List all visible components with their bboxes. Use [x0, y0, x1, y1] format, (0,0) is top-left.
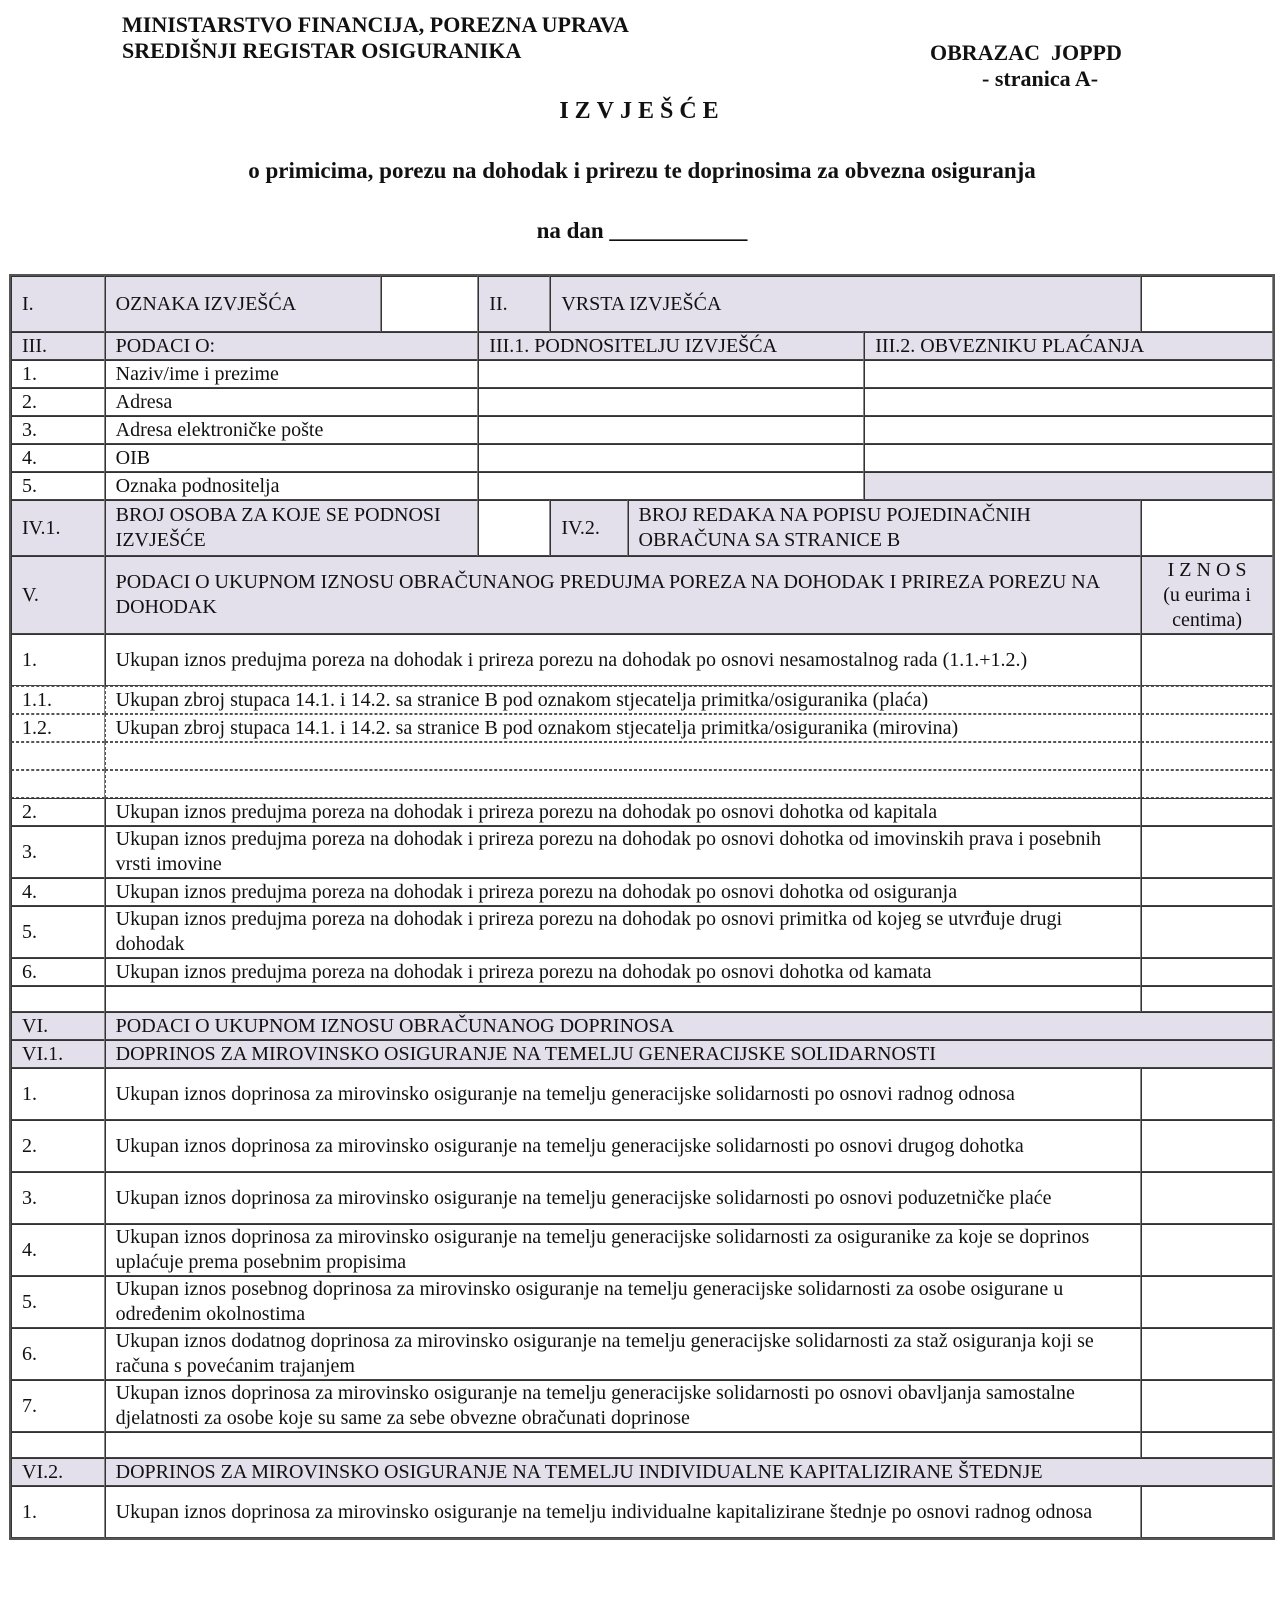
section-VI-number: VI.: [11, 1012, 105, 1040]
amount-input[interactable]: [1141, 878, 1273, 906]
row-label-address: Adresa: [105, 388, 479, 416]
row-label: Ukupan iznos doprinosa za mirovinsko osiguranje na temelju generacijske solidarnosti po osnovi obavljanja samostalne djelatnosti za osobe koje su same za sebe obvezne obračunati doprinose: [105, 1380, 1142, 1432]
page-label: - stranica A-: [982, 66, 1099, 91]
amount-input[interactable]: [1141, 1172, 1273, 1224]
payer-name-input[interactable]: [864, 360, 1273, 388]
amount-input[interactable]: [1141, 686, 1273, 714]
amount-input[interactable]: [1141, 798, 1273, 826]
row-number: 4.: [11, 444, 105, 472]
row-number: 4.: [11, 878, 105, 906]
amount-header-title: I Z N O S: [1167, 558, 1247, 581]
empty-amount-input[interactable]: [1141, 742, 1273, 770]
amount-input[interactable]: [1141, 906, 1273, 958]
spacer-cell: [11, 986, 105, 1012]
row-label: Ukupan iznos predujma poreza na dohodak i prireza porezu na dohodak po osnovi dohotka od kapitala: [105, 798, 1142, 826]
row-label: Ukupan iznos doprinosa za mirovinsko osiguranje na temelju generacijske solidarnosti po osnovi poduzetničke plaće: [105, 1172, 1142, 1224]
form-code: OBRAZAC JOPPD: [930, 40, 1122, 65]
ministry-line-1: MINISTARSTVO FINANCIJA, POREZNA UPRAVA: [122, 12, 629, 37]
section-IV1-number: IV.1.: [11, 500, 105, 556]
report-title: IZVJEŠĆE: [559, 98, 725, 124]
section-II-number: II.: [478, 276, 550, 332]
spacer-cell: [1141, 1432, 1273, 1458]
section-VI1-label: DOPRINOS ZA MIROVINSKO OSIGURANJE NA TEMELJU GENERACIJSKE SOLIDARNOSTI: [105, 1040, 1273, 1068]
joppd-form-table: [9, 274, 1275, 1540]
payer-address-input[interactable]: [864, 388, 1273, 416]
submitter-oib-input[interactable]: [478, 444, 864, 472]
row-label: Ukupan zbroj stupaca 14.1. i 14.2. sa stranice B pod oznakom stjecatelja primitka/osiguranika (mirovina): [105, 714, 1142, 742]
row-label: Ukupan iznos predujma poreza na dohodak i prireza porezu na dohodak po osnovi dohotka od osiguranja: [105, 878, 1142, 906]
submitter-address-input[interactable]: [478, 388, 864, 416]
row-label: Ukupan iznos predujma poreza na dohodak i prireza porezu na dohodak po osnovi dohotka od imovinskih prava i posebnih vrsti imovine: [105, 826, 1142, 878]
row-number: 7.: [11, 1380, 105, 1432]
spacer-cell: [1141, 986, 1273, 1012]
row-number: 2.: [11, 798, 105, 826]
spacer-cell: [105, 986, 1142, 1012]
report-date-field[interactable]: na dan ____________: [536, 218, 748, 243]
amount-input[interactable]: [1141, 1328, 1273, 1380]
section-III-number: III.: [11, 332, 105, 360]
amount-input[interactable]: [1141, 634, 1273, 686]
amount-input[interactable]: [1141, 714, 1273, 742]
row-label: Ukupan iznos doprinosa za mirovinsko osiguranje na temelju generacijske solidarnosti po osnovi drugog dohotka: [105, 1120, 1142, 1172]
row-label-name: Naziv/ime i prezime: [105, 360, 479, 388]
row-number: 1.2.: [11, 714, 105, 742]
empty-row-number: [11, 742, 105, 770]
row-label: Ukupan iznos predujma poreza na dohodak i prireza porezu na dohodak po osnovi dohotka od kamata: [105, 958, 1142, 986]
payer-column-header: III.2. OBVEZNIKU PLAĆANJA: [864, 332, 1273, 360]
report-subtitle: o primicima, porezu na dohodak i prirezu te doprinosima za obvezna osiguranja: [248, 158, 1036, 183]
amount-input[interactable]: [1141, 1120, 1273, 1172]
row-label: Ukupan iznos predujma poreza na dohodak i prireza porezu na dohodak po osnovi primitka od kojeg se utvrđuje drugi dohodak: [105, 906, 1142, 958]
report-type-input[interactable]: [1141, 276, 1273, 332]
amount-input[interactable]: [1141, 1068, 1273, 1120]
row-number: 4.: [11, 1224, 105, 1276]
row-number: 1.1.: [11, 686, 105, 714]
row-number: 3.: [11, 416, 105, 444]
submitter-name-input[interactable]: [478, 360, 864, 388]
section-V-label: PODACI O UKUPNOM IZNOSU OBRAČUNANOG PREDUJMA POREZA NA DOHODAK I PRIREZA POREZU NA DOHODAK: [105, 556, 1142, 634]
amount-column-header: [1141, 556, 1273, 634]
section-VI2-number: VI.2.: [11, 1458, 105, 1486]
section-V-number: V.: [11, 556, 105, 634]
row-number: 6.: [11, 1328, 105, 1380]
row-number: 5.: [11, 1276, 105, 1328]
section-I-label: OZNAKA IZVJEŠĆA: [105, 276, 381, 332]
row-label: Ukupan iznos doprinosa za mirovinsko osiguranje na temelju generacijske solidarnosti po osnovi radnog odnosa: [105, 1068, 1142, 1120]
row-label-email: Adresa elektroničke pošte: [105, 416, 479, 444]
issuer-header: [122, 12, 629, 64]
amount-input[interactable]: [1141, 1276, 1273, 1328]
row-label: Ukupan iznos predujma poreza na dohodak i prireza porezu na dohodak po osnovi nesamostalnog rada (1.1.+1.2.): [105, 634, 1142, 686]
empty-row-number: [11, 770, 105, 798]
payer-oib-input[interactable]: [864, 444, 1273, 472]
empty-row-label: [105, 742, 1142, 770]
section-III-label: PODACI O:: [105, 332, 479, 360]
amount-input[interactable]: [1141, 958, 1273, 986]
report-code-input[interactable]: [381, 276, 479, 332]
row-number: 1.: [11, 360, 105, 388]
row-number: 2.: [11, 388, 105, 416]
row-number: 1.: [11, 634, 105, 686]
amount-input[interactable]: [1141, 1486, 1273, 1538]
section-VI-label: PODACI O UKUPNOM IZNOSU OBRAČUNANOG DOPRINOSA: [105, 1012, 1273, 1040]
ministry-line-2: SREDIŠNJI REGISTAR OSIGURANIKA: [122, 38, 522, 63]
section-VI2-label: DOPRINOS ZA MIROVINSKO OSIGURANJE NA TEMELJU INDIVIDUALNE KAPITALIZIRANE ŠTEDNJE: [105, 1458, 1273, 1486]
empty-row-label: [105, 770, 1142, 798]
form-code-block: [930, 40, 1122, 92]
amount-input[interactable]: [1141, 826, 1273, 878]
empty-amount-input[interactable]: [1141, 770, 1273, 798]
payer-code-disabled: [864, 472, 1273, 500]
section-II-label: VRSTA IZVJEŠĆA: [550, 276, 1141, 332]
submitter-column-header: III.1. PODNOSITELJU IZVJEŠĆA: [478, 332, 864, 360]
row-number: 5.: [11, 906, 105, 958]
section-IV1-label: BROJ OSOBA ZA KOJE SE PODNOSI IZVJEŠĆE: [105, 500, 479, 556]
row-label: Ukupan iznos dodatnog doprinosa za mirovinsko osiguranje na temelju generacijske solidarnosti za staž osiguranja koji se računa s povećanim trajanjem: [105, 1328, 1142, 1380]
submitter-code-input[interactable]: [478, 472, 864, 500]
row-number: 2.: [11, 1120, 105, 1172]
row-number: 3.: [11, 826, 105, 878]
row-label: Ukupan iznos doprinosa za mirovinsko osiguranje na temelju individualne kapitalizirane štednje po osnovi radnog odnosa: [105, 1486, 1142, 1538]
spacer-cell: [11, 1432, 105, 1458]
row-number: 6.: [11, 958, 105, 986]
payer-email-input[interactable]: [864, 416, 1273, 444]
section-I-number: I.: [11, 276, 105, 332]
row-number: 5.: [11, 472, 105, 500]
amount-header-unit: (u eurima i centima): [1163, 583, 1251, 631]
amount-input[interactable]: [1141, 1224, 1273, 1276]
row-label-oib: OIB: [105, 444, 479, 472]
amount-input[interactable]: [1141, 1380, 1273, 1432]
row-label: Ukupan iznos doprinosa za mirovinsko osiguranje na temelju generacijske solidarnosti za osiguranike za koje se doprinos uplaćuje prema posebnim propisima: [105, 1224, 1142, 1276]
row-number: 1.: [11, 1068, 105, 1120]
section-IV2-label: BROJ REDAKA NA POPISU POJEDINAČNIH OBRAČUNA SA STRANICE B: [628, 500, 1142, 556]
row-number: 3.: [11, 1172, 105, 1224]
person-count-input[interactable]: [478, 500, 550, 556]
row-count-input[interactable]: [1141, 500, 1273, 556]
submitter-email-input[interactable]: [478, 416, 864, 444]
row-label: Ukupan iznos posebnog doprinosa za mirovinsko osiguranje na temelju generacijske solidarnosti za osobe osigurane u određenim okolnostima: [105, 1276, 1142, 1328]
row-label: Ukupan zbroj stupaca 14.1. i 14.2. sa stranice B pod oznakom stjecatelja primitka/osiguranika (plaća): [105, 686, 1142, 714]
section-IV2-number: IV.2.: [550, 500, 627, 556]
row-number: 1.: [11, 1486, 105, 1538]
spacer-cell: [105, 1432, 1142, 1458]
section-VI1-number: VI.1.: [11, 1040, 105, 1068]
row-label-submitter-code: Oznaka podnositelja: [105, 472, 479, 500]
